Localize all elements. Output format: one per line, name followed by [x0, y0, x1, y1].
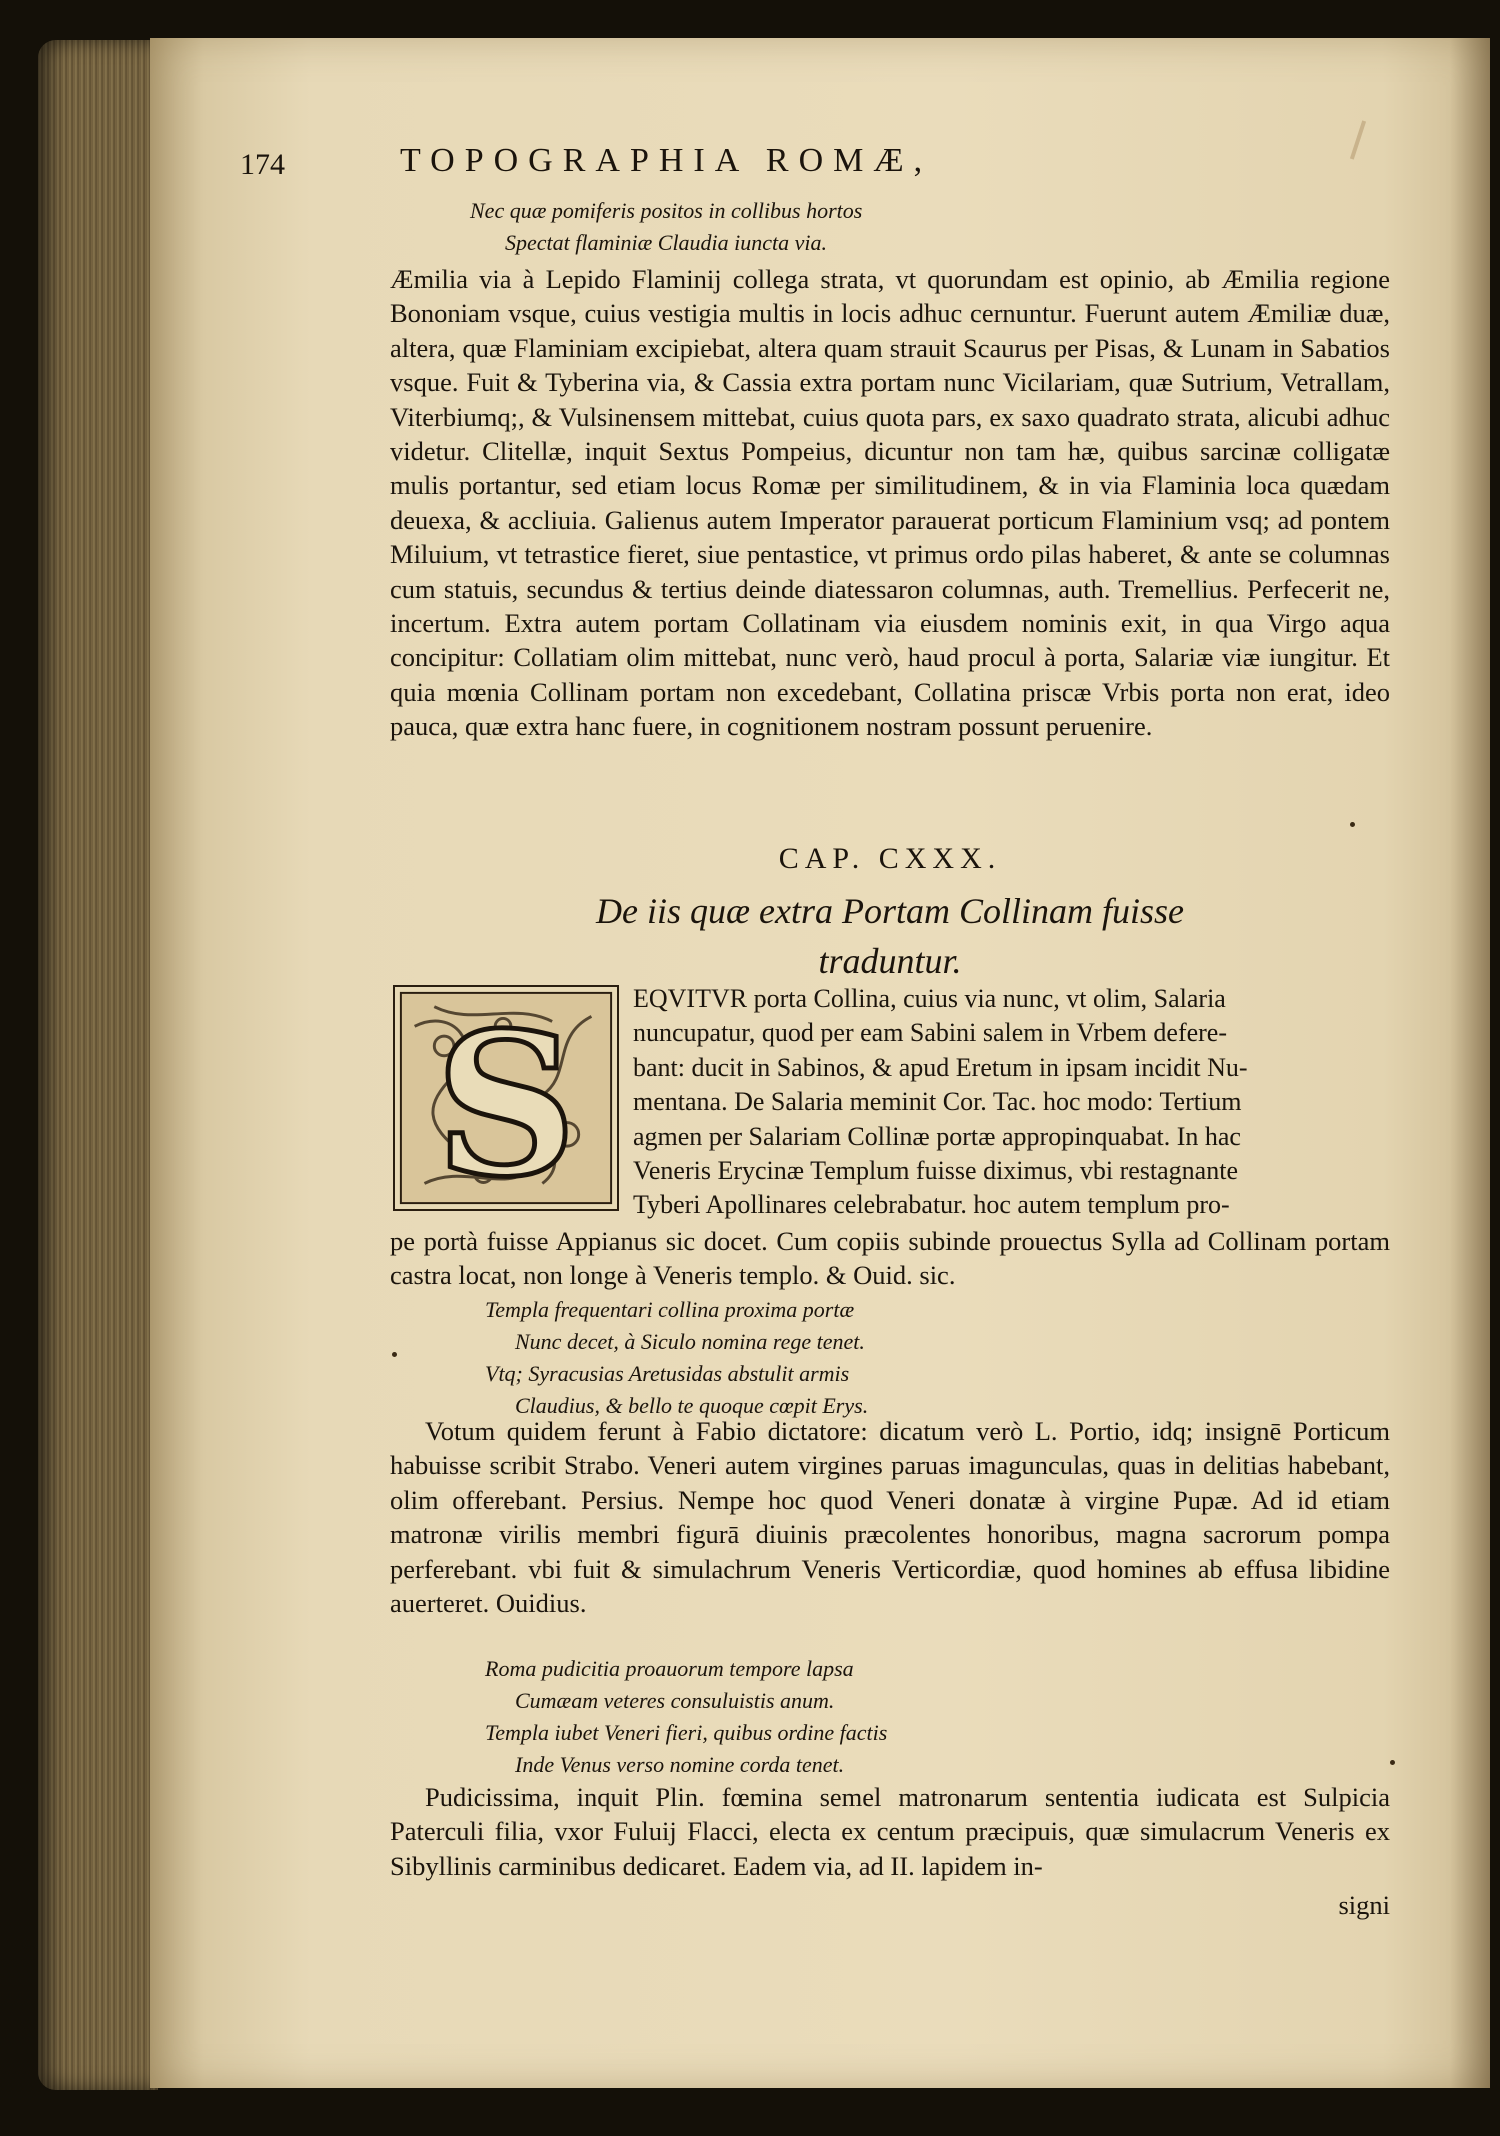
decorated-initial [393, 985, 619, 1211]
text-line: agmen per Salariam Collinæ portæ appropinquabat. In hac [633, 1121, 1241, 1151]
gutter-shadow [1450, 38, 1490, 2088]
running-head: TOPOGRAPHIA ROMÆ, [400, 142, 933, 179]
verse-intro [390, 195, 1390, 259]
chapter-title [390, 886, 1390, 986]
catchword: signi [1338, 1890, 1390, 1920]
paragraph-2-tail: pe portà fuisse Appianus sic docet. Cum copiis subinde prouectus Sylla ad Collinam portam castra locat, non longe à Veneris templo. & Ouid. sic. [390, 1226, 1390, 1291]
verse-ovid-2 [390, 1653, 1390, 1781]
dropcap-side-text [633, 982, 1353, 1223]
chapter-title-line: traduntur. [818, 941, 962, 981]
folio-number: 174 [240, 148, 285, 181]
paper-speck [392, 1352, 397, 1357]
verse-line: Cumæam veteres consuluistis anum. [515, 1688, 835, 1713]
verse-line: Nunc decet, à Siculo nomina rege tenet. [515, 1329, 865, 1354]
paragraph-4: Pudicissima, inquit Plin. fœmina semel matronarum sententia iudicata est Sulpicia Paterculi filia, vxor Fuluij Flacci, electa ex centum præcipuis, quæ simulacrum Veneris ex Sibyllinis carminibus dedicaret. Eadem via, ad II. lapidem in- [390, 1782, 1390, 1881]
verse-ovid [390, 1294, 1390, 1422]
paper-speck [1390, 1760, 1395, 1765]
book-fore-edge [38, 40, 158, 2090]
verse-line: Inde Venus verso nomine corda tenet. [515, 1752, 845, 1777]
text-line: Veneris Erycinæ Templum fuisse diximus, vbi restagnante [633, 1156, 1238, 1186]
text-line: nuncupatur, quod per eam Sabini salem in Vrbem defere- [633, 1018, 1228, 1048]
paper-speck [1350, 822, 1355, 827]
chapter-title-line: De iis quæ extra Portam Collinam fuisse [596, 891, 1184, 931]
text-line: bant: ducit in Sabinos, & apud Eretum in ipsam incidit Nu- [633, 1052, 1248, 1082]
verse-line: Templa frequentari collina proxima portæ [485, 1297, 855, 1322]
text-line: mentana. De Salaria meminit Cor. Tac. hoc modo: Tertium [633, 1087, 1242, 1117]
decorated-initial-art [395, 987, 617, 1209]
text-line: Tyberi Apollinares celebrabatur. hoc autem templum pro- [633, 1190, 1230, 1220]
chapter-number: CAP. CXXX. [778, 842, 1002, 875]
paragraph-3: Votum quidem ferunt à Fabio dictatore: dicatum verò L. Portio, idq; insignē Porticum habuisse scribit Strabo. Veneri autem virgines paruas imagunculas, quas in delitias habebant, olim offerebant. Persius. Nempe hoc quod Veneri donatæ à virgine Pupæ. Ad id etiam matronæ virilis membri figurā diuinis præcolentes honoribus, magna sacrorum pompa perferebant. vbi fuit & simulachrum Veneris Verticordiæ, quod homines ab effusa libidine auerteret. Ouidius. [390, 1416, 1390, 1619]
verse-line: Spectat flaminiæ Claudia iuncta via. [505, 230, 828, 255]
verse-line: Roma pudicitia proauorum tempore lapsa [485, 1656, 854, 1681]
verse-line: Vtq; Syracusias Aretusidas abstulit armis [485, 1361, 850, 1386]
verse-line: Nec quæ pomiferis positos in collibus hortos [470, 198, 863, 223]
paragraph-1: Æmilia via à Lepido Flaminij collega strata, vt quorundam est opinio, ab Æmilia regione Bononiam vsque, cuius vestigia multis in locis adhuc cernuntur. Fuerunt autem Æmiliæ duæ, altera, quæ Flaminiam excipiebat, altera quam strauit Scaurus per Pisas, & Lunam in Sabatios vsque. Fuit & Tyberina via, & Cassia extra portam nunc Vicilariam, quæ Sutrium, Vetrallam, Viterbiumq;, & Vulsinensem mittebat, cuius quota pars, ex saxo quadrato strata, alicubi adhuc videtur. Clitellæ, inquit Sextus Pompeius, dicuntur non tam hæ, quibus sarcinæ colligatæ mulis portantur, sed etiam locus Romæ per similitudinem, & in via Flaminia loca quædam deuexa, & accliuia. Galienus autem Imperator parauerat porticum Flaminium vsq; ad pontem Miluium, vt tetrastice fieret, siue pentastice, vt primus ordo pilas haberet, & ante se columnas cum statuis, secundus & tertius deinde diatessaron columnas, auth. Tremellius. Perfecerit ne, incertum. Extra autem portam Collatinam via eiusdem nominis exit, in qua Virgo aqua concipitur: Collatiam olim mittebat, nunc verò, haud procul à porta, Salariæ viæ iungitur. Et quia mœnia Collinam portam non excedebant, Collatina priscæ Vrbis porta non erat, ideo pauca, quæ extra hanc fuere, in cognitionem nostram possunt peruenire. [390, 264, 1390, 742]
text-line: EQVITVR porta Collina, cuius via nunc, vt olim, Salaria [633, 984, 1226, 1013]
verse-line: Templa iubet Veneri fieri, quibus ordine factis [485, 1720, 888, 1745]
dropcap-letter: S [435, 990, 577, 1209]
verse-line: Claudius, & bello te quoque cœpit Erys. [515, 1393, 869, 1418]
page-header [240, 120, 1340, 180]
